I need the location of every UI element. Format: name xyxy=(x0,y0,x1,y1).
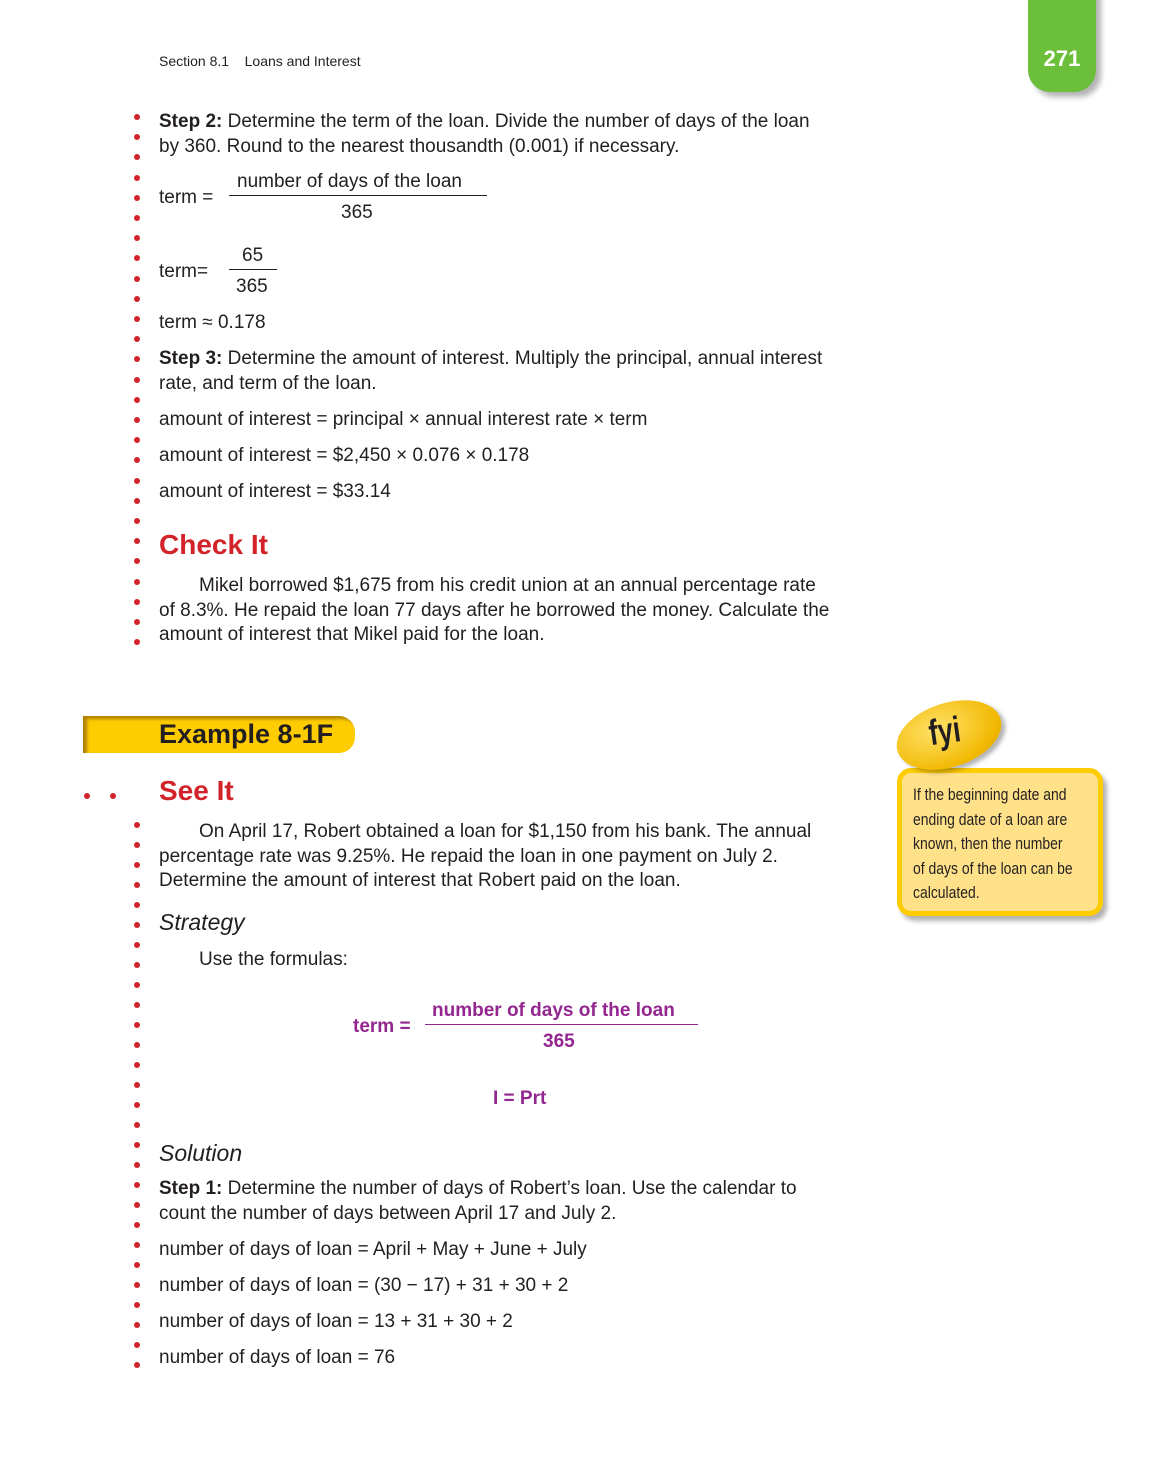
margin-dot xyxy=(134,962,140,968)
margin-dot xyxy=(134,902,140,908)
days-line: number of days of loan = April + May + June + July xyxy=(159,1239,587,1260)
solution-heading: Solution xyxy=(159,1140,243,1166)
margin-dot xyxy=(134,619,140,625)
term-result: term ≈ 0.178 xyxy=(159,312,266,333)
fyi-text xyxy=(913,783,1102,906)
margin-dot xyxy=(134,1342,140,1348)
margin-dot xyxy=(134,579,140,585)
margin-dot xyxy=(134,639,140,645)
interest-line: amount of interest = principal × annual interest rate × term xyxy=(159,409,648,430)
days-line: number of days of loan = 76 xyxy=(159,1347,396,1368)
step-text: Determine the number of days of Robert’s loan. Use the calendar to xyxy=(222,1178,797,1199)
running-header xyxy=(159,53,361,69)
step1-line2: count the number of days between April 17 and July 2. xyxy=(159,1203,617,1224)
strategy-heading: Strategy xyxy=(159,909,245,935)
margin-dot xyxy=(134,1102,140,1108)
margin-dot xyxy=(134,417,140,423)
margin-dot xyxy=(134,316,140,322)
term-values-numerator: 65 xyxy=(242,245,264,266)
check-it-line: of 8.3%. He repaid the loan 77 days after he borrowed the money. Calculate the xyxy=(159,600,830,621)
strategy-intro: Use the formulas: xyxy=(199,949,348,970)
margin-dot xyxy=(134,842,140,848)
margin-dot xyxy=(134,255,140,261)
margin-dot xyxy=(134,1262,140,1268)
fyi-box xyxy=(897,768,1103,916)
fraction-bar xyxy=(425,1024,698,1025)
step2-line1 xyxy=(159,110,810,134)
margin-dot xyxy=(134,1182,140,1188)
margin-dot xyxy=(84,793,90,799)
check-it-heading: Check It xyxy=(159,529,268,560)
margin-dot xyxy=(134,1222,140,1228)
step3-line1 xyxy=(159,347,822,371)
margin-dot xyxy=(134,1142,140,1148)
formula-lhs: term = xyxy=(353,1016,411,1037)
margin-dot xyxy=(134,1322,140,1328)
margin-dot xyxy=(134,982,140,988)
margin-dot xyxy=(134,296,140,302)
days-line: number of days of loan = 13 + 31 + 30 + 2 xyxy=(159,1311,513,1332)
interest-line: amount of interest = $33.14 xyxy=(159,481,391,502)
margin-dot xyxy=(134,437,140,443)
margin-dot xyxy=(134,1002,140,1008)
see-it-heading: See It xyxy=(159,775,234,806)
interest-line: amount of interest = $2,450 × 0.076 × 0.178 xyxy=(159,445,530,466)
days-line: number of days of loan = (30 − 17) + 31 + 30 + 2 xyxy=(159,1275,569,1296)
margin-dot xyxy=(134,1022,140,1028)
margin-dot xyxy=(134,1202,140,1208)
margin-dot xyxy=(134,862,140,868)
margin-dot xyxy=(134,942,140,948)
margin-dot xyxy=(134,558,140,564)
see-it-line: On April 17, Robert obtained a loan for $1,150 from his bank. The annual xyxy=(199,821,812,842)
term-numerator: number of days of the loan xyxy=(237,171,462,192)
formula-numerator: number of days of the loan xyxy=(432,1000,675,1021)
fyi-line: calculated. xyxy=(913,883,980,902)
section-number: Section 8.1 xyxy=(159,53,230,69)
margin-dot xyxy=(134,922,140,928)
margin-dot xyxy=(134,235,140,241)
term-values-denominator: 365 xyxy=(236,276,268,297)
fyi-line: known, then the number xyxy=(913,834,1063,853)
formula-denominator: 365 xyxy=(543,1031,575,1052)
step-text: Determine the term of the loan. Divide the number of days of the loan xyxy=(222,111,810,132)
margin-dot xyxy=(134,397,140,403)
margin-dot xyxy=(134,154,140,160)
page-number-tab xyxy=(1028,0,1096,92)
margin-dot xyxy=(134,498,140,504)
step-text: Determine the amount of interest. Multiply the principal, annual interest xyxy=(222,348,823,369)
margin-dot xyxy=(134,336,140,342)
fyi-badge-label: fyi xyxy=(926,708,963,754)
formula-interest: I = Prt xyxy=(493,1088,547,1109)
check-it-line: amount of interest that Mikel paid for the loan. xyxy=(159,624,545,645)
term-lhs: term = xyxy=(159,187,214,208)
fyi-line: ending date of a loan are xyxy=(913,809,1068,829)
step3-line2: rate, and term of the loan. xyxy=(159,373,377,394)
see-it-line: percentage rate was 9.25%. He repaid the loan in one payment on July 2. xyxy=(159,846,778,867)
margin-dot xyxy=(134,822,140,828)
step-label: Step 1: xyxy=(159,1178,223,1199)
fraction-bar xyxy=(229,269,277,270)
margin-dot xyxy=(134,882,140,888)
term-values-lhs: term= xyxy=(159,261,209,282)
fyi-line: If the beginning date and xyxy=(913,785,1067,804)
margin-dot xyxy=(134,478,140,484)
margin-dot xyxy=(134,599,140,605)
margin-dot xyxy=(134,457,140,463)
term-denominator: 365 xyxy=(341,202,373,223)
margin-dot xyxy=(134,195,140,201)
margin-dot xyxy=(134,114,140,120)
margin-dot xyxy=(134,538,140,544)
page-number: 271 xyxy=(1043,46,1081,71)
fyi-line: of days of the loan can be xyxy=(913,858,1073,878)
step2-line2: by 360. Round to the nearest thousandth (0.001) if necessary. xyxy=(159,136,680,157)
margin-dot xyxy=(134,1302,140,1308)
step-label: Step 3: xyxy=(159,348,223,369)
example-title: Example 8-1F xyxy=(159,719,334,749)
check-it-line: Mikel borrowed $1,675 from his credit union at an annual percentage rate xyxy=(199,575,816,596)
margin-dot xyxy=(134,1162,140,1168)
section-title: Loans and Interest xyxy=(244,53,361,69)
margin-dot xyxy=(134,518,140,524)
margin-dot xyxy=(134,276,140,282)
margin-dot xyxy=(134,215,140,221)
margin-dot xyxy=(110,793,116,799)
margin-dot xyxy=(134,1362,140,1368)
margin-dot xyxy=(134,1282,140,1288)
step1-line1 xyxy=(159,1177,797,1201)
step-label: Step 2: xyxy=(159,111,223,132)
fraction-bar xyxy=(229,195,487,196)
margin-dot xyxy=(134,1242,140,1248)
margin-dot xyxy=(134,377,140,383)
margin-dot xyxy=(134,134,140,140)
margin-dot xyxy=(134,1062,140,1068)
margin-dot xyxy=(134,1042,140,1048)
margin-dot xyxy=(134,175,140,181)
example-banner xyxy=(83,716,355,753)
margin-dot xyxy=(134,356,140,362)
see-it-line: Determine the amount of interest that Robert paid on the loan. xyxy=(159,870,681,891)
margin-dot xyxy=(134,1082,140,1088)
margin-dot xyxy=(134,1122,140,1128)
